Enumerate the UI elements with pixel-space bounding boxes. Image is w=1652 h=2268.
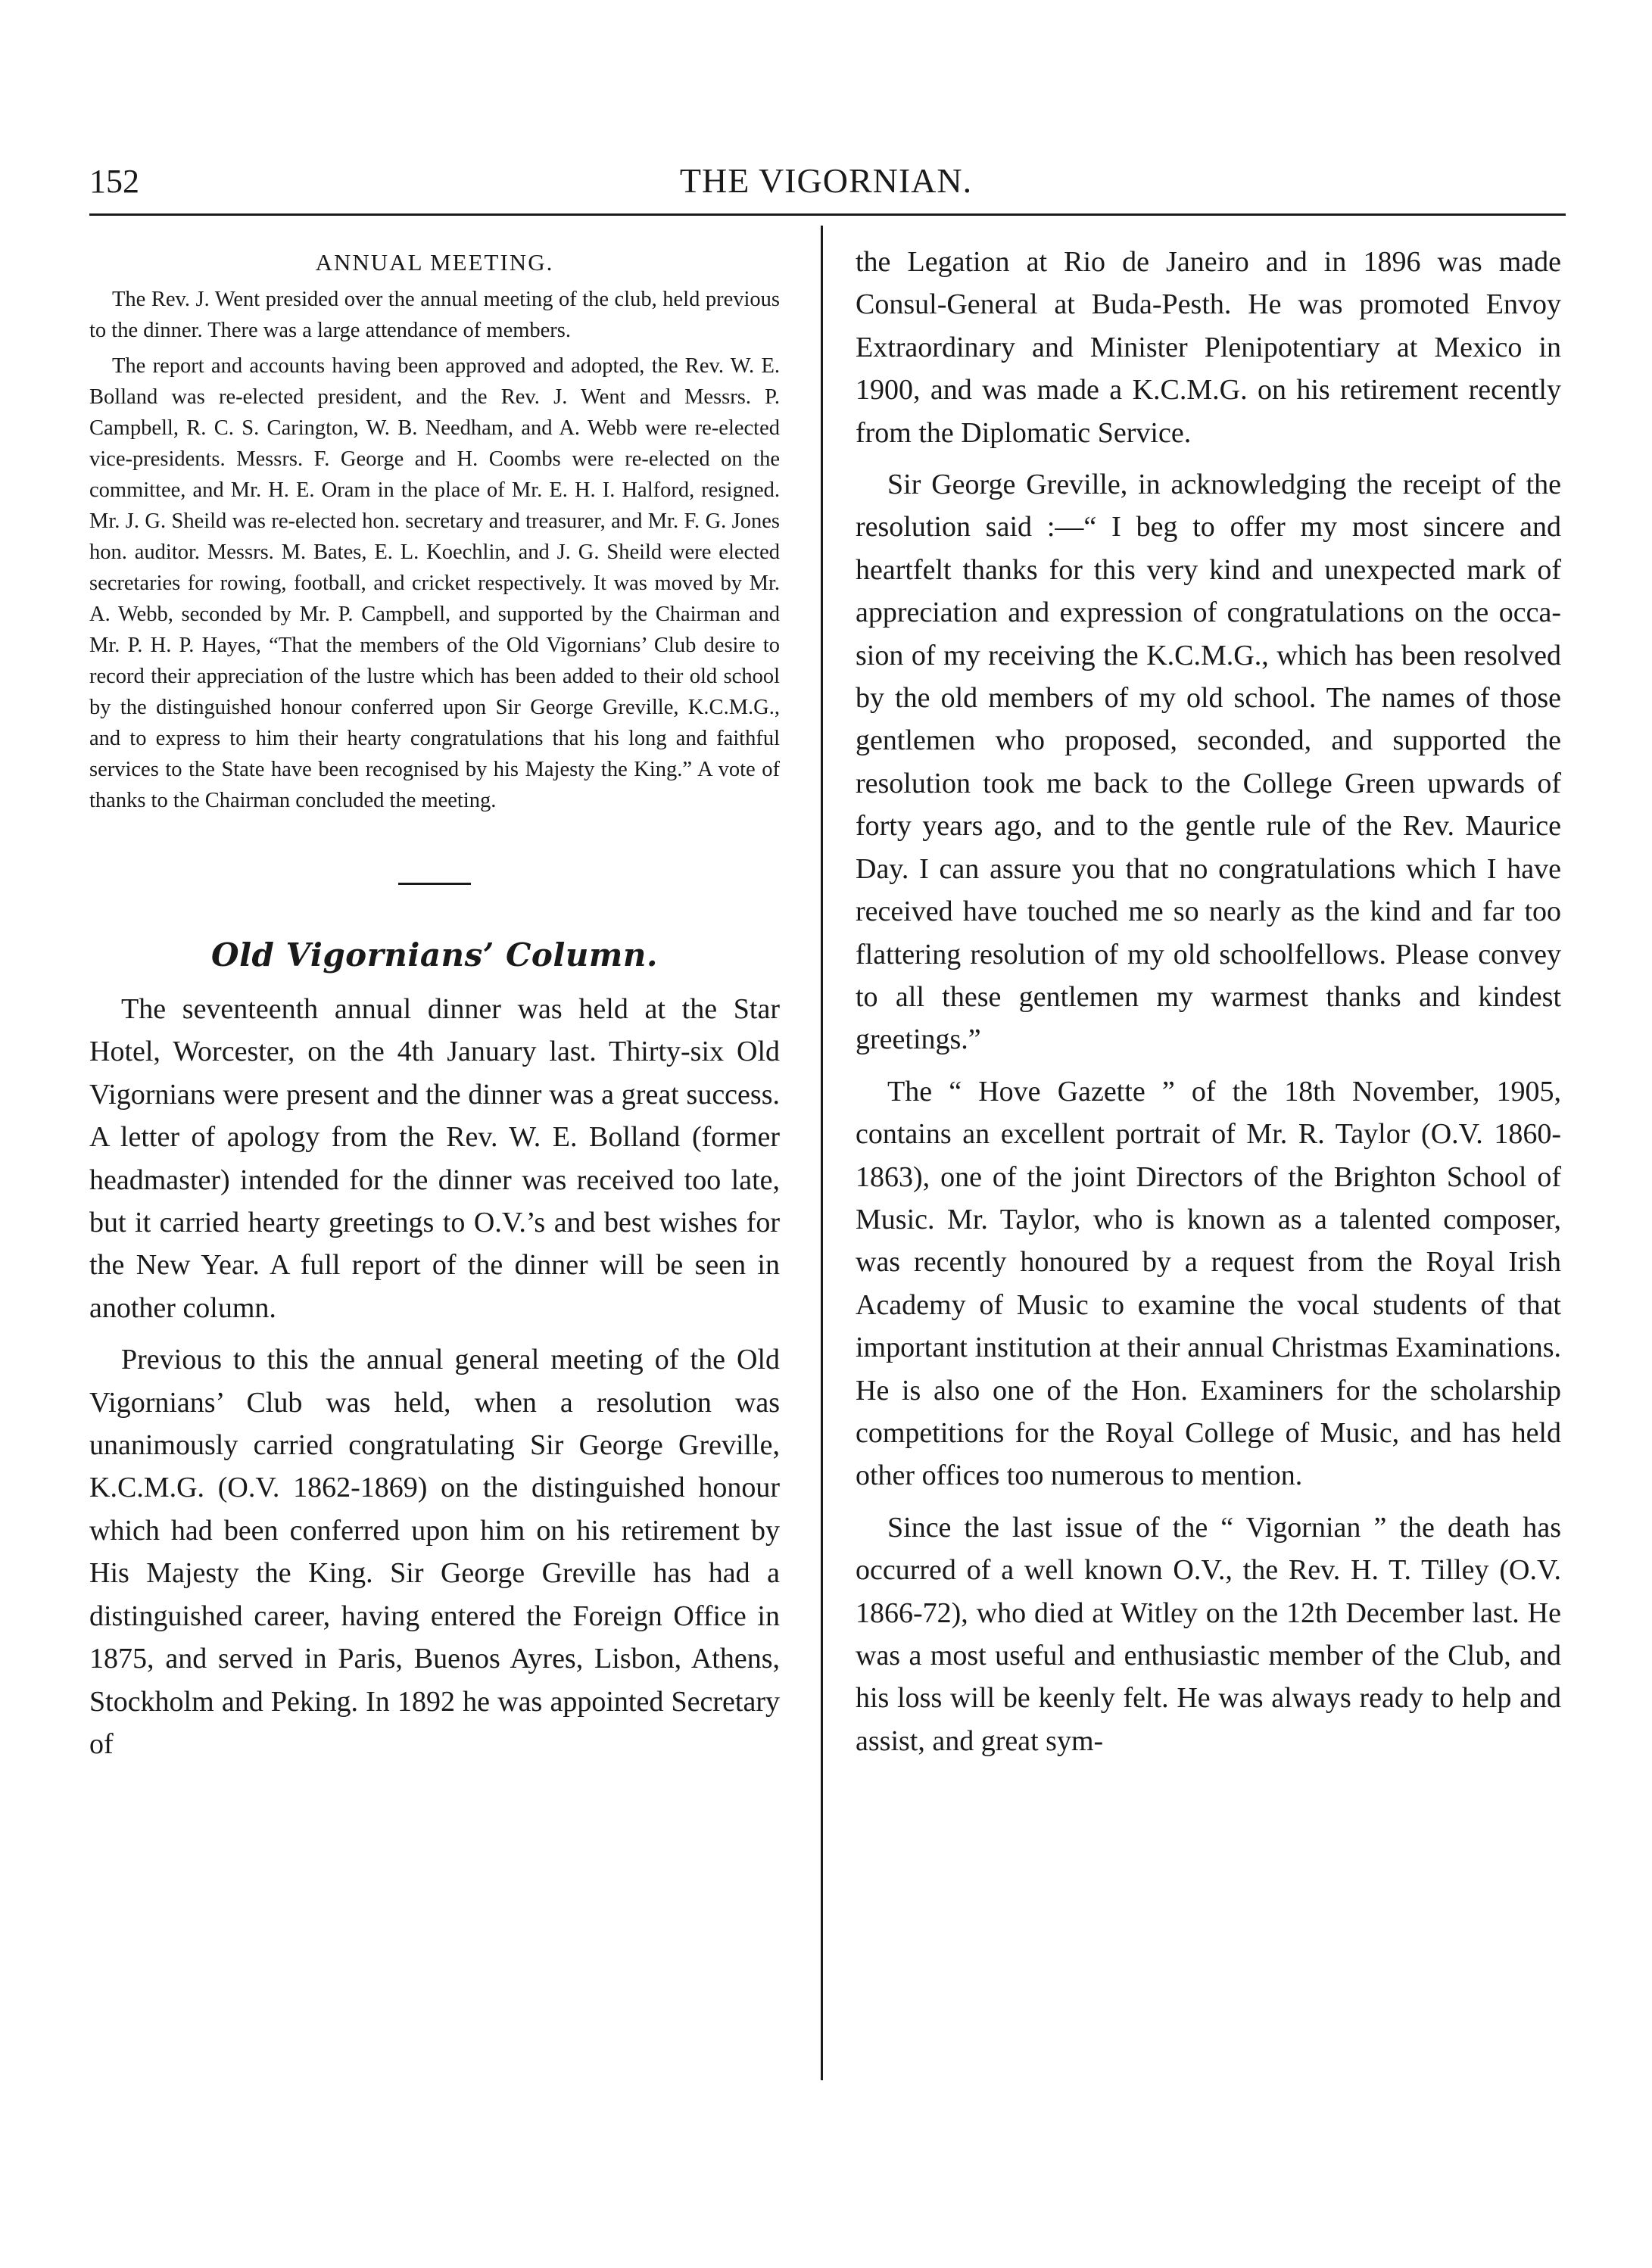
- annual-meeting-paragraph: The Rev. J. Went presided over the annual meeting of the club, held previous to the dinner. There was a large attendance of members.: [89, 288, 780, 342]
- header-rule: [89, 213, 1566, 216]
- annual-meeting-paragraph: The report and accounts having been approved and adopted, the Rev. W. E. Bolland was re-elected president, and the Rev. J. Went and Messrs. P. Campbell, R. C. S. Carington, W. B. Needham, and A. Webb were re-elected vice-presidents. Messrs. F. George and H. Coombs were re-elected on the committee, and Mr. H. E. Oram in the place of Mr. E. H. I. Halford, resigned. Mr. J. G. Sheild was re-elected hon. secretary and treasurer, and Mr. F. G. Jones hon. auditor. Messrs. M. Bates, E. L. Koechlin, and J. G. Sheild were elected secretaries for rowing, football, and cricket respectively. It was moved by Mr. A. Webb, seconded by Mr. P. Campbell, and supported by the Chairman and Mr. P. H. P. Hayes, “That the members of the Old Vigornians’ Club desire to record their appreciation of the lustre which has been added to their old school by the distinguished honour conferred upon Sir George Greville, K.C.M.G., and to express to him their hearty congratulations that his long and faithful services to the State have been recognised by his Majesty the King.” A vote of thanks to the Chairman concluded the meeting.: [89, 354, 780, 812]
- body-paragraph: Previous to this the annual general meeting of the Old Vigornians’ Club was held, when a resolution was unanimously carried congratulating Sir George Greville, K.C.M.G. (O.V. 1862-1869) on the distinguished honour which had been conferred upon him on his retirement by His Majesty the King. Sir George Greville has had a distinguished career, having entered the Foreign Office in 1875, and served in Paris, Buenos Ayres, Lisbon, Athens, Stockholm and Peking. In 1892 he was appointed Secretary of: [89, 1344, 780, 1760]
- annual-meeting-section: [89, 248, 780, 816]
- column-divider-rule: [821, 226, 823, 2080]
- column-heading: Old Vigornians’ Column.: [210, 936, 658, 974]
- body-paragraph: Since the last issue of the “ Vigornian ” the death has occurred of a well known O.V., the Rev. H. T. Tilley (O.V. 1866-72), who died at Witley on the 12th December last. He was a most useful and enthusiastic member of the Club, and his loss will be keenly felt. He was always ready to help and assist, and great sym-: [856, 1511, 1561, 1757]
- left-column: [89, 238, 780, 1774]
- section-divider: [398, 883, 471, 885]
- right-column: [856, 241, 1561, 1771]
- body-paragraph: The seventeenth annual dinner was held at the Star Hotel, Worcester, on the 4th January last. Thirty-six Old Vigornians were present and the dinner was a great success. A letter of apology from the Rev. W. E. Bolland (former headmaster) intended for the dinner was received too late, but it carried hearty greetings to O.V.’s and best wishes for the New Year. A full report of the dinner will be seen in another column.: [89, 993, 780, 1324]
- running-head-title: THE VIGORNIAN.: [679, 161, 973, 200]
- annual-meeting-heading: ANNUAL MEETING.: [315, 249, 554, 276]
- page-number: 152: [89, 163, 139, 200]
- body-paragraph: the Legation at Rio de Janeiro and in 1896 was made Consul-General at Buda-Pesth. He was promoted Envoy Extraordinary and Minister Plenipotentiary at Mexico in 1900, and was made a K.C.M.G. on his retirement recently from the Diplomatic Service.: [856, 246, 1561, 449]
- body-paragraph: The “ Hove Gazette ” of the 18th November, 1905, contains an excellent portrait of Mr. R. Taylor (O.V. 1860-1863), one of the joint Directors of the Brighton School of Music. Mr. Taylor, who is known as a talented composer, was recently honoured by a request from the Royal Irish Academy of Music to examine the vocal students of that important institution at their annual Christmas Examinations. He is also one of the Hon. Examiners for the scholarship competitions for the Royal College of Music, and has held other offices too numerous to mention.: [856, 1075, 1561, 1492]
- body-paragraph: Sir George Greville, in acknowledging the receipt of the resolution said :—“ I beg to offer my most sincere and heartfelt thanks for this very kind and unexpected mark of appreciation and expression of congratulations on the occasion of my receiving the K.C.M.G., which has been resolved by the old members of my old school. The names of those gentlemen who proposed, seconded, and supported the resolution took me back to the College Green upwards of forty years ago, and to the gentle rule of the Rev. Maurice Day. I can assure you that no congratulations which I have received have touched me so nearly as the kind and far too flattering resolution of my old schoolfellows. Please convey to all these gentlemen my warmest thanks and kindest greetings.”: [856, 469, 1561, 1056]
